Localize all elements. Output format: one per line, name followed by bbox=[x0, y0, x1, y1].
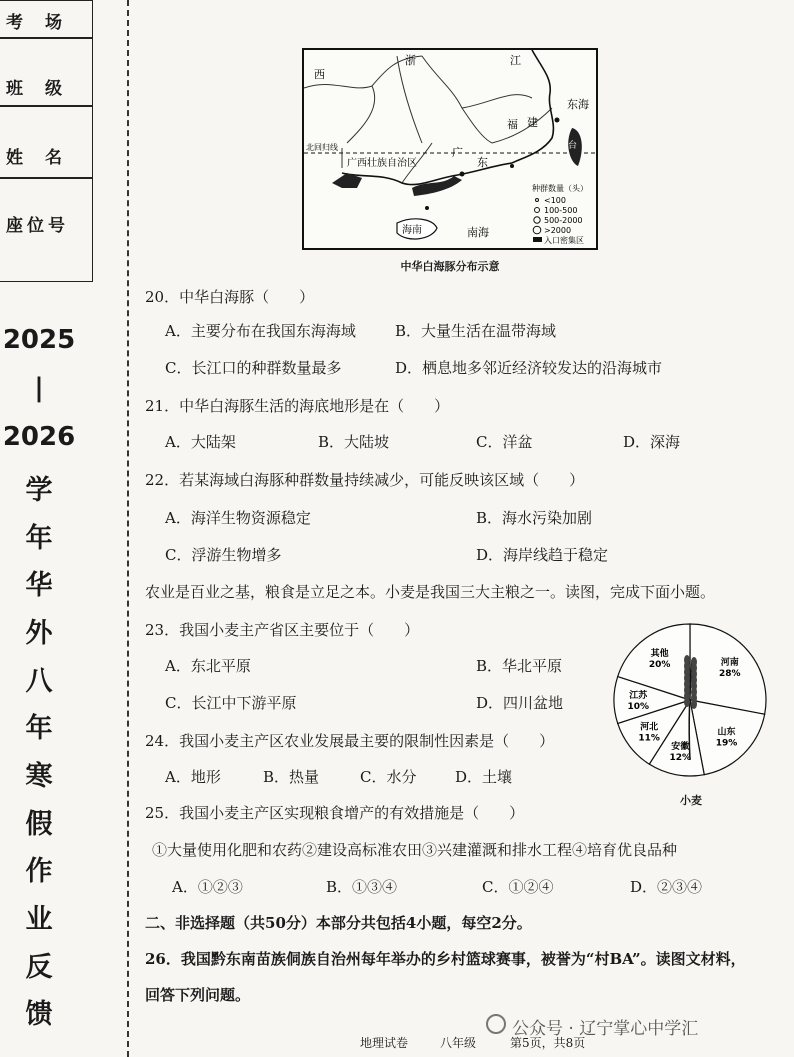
map-label-fujian2: 建 bbox=[527, 116, 538, 129]
map-label-donghai: 东海 bbox=[567, 98, 589, 111]
q23-option-a: A．东北平原 bbox=[165, 657, 251, 675]
q25-stem: 25．我国小麦主产区实现粮食增产的有效措施是（ ） bbox=[145, 804, 525, 822]
q26-line2: 回答下列问题。 bbox=[145, 986, 251, 1004]
binding-dash-line bbox=[127, 0, 129, 1057]
pie-value-0: 28% bbox=[719, 669, 741, 680]
vertical-title-char: 年 bbox=[25, 713, 53, 745]
q22-option-b: B．海水污染加剧 bbox=[476, 509, 593, 527]
q20-option-d: D．栖息地多邻近经济较发达的沿海城市 bbox=[395, 359, 663, 377]
pie-value-5: 20% bbox=[648, 660, 671, 671]
pie-value-1: 19% bbox=[715, 738, 738, 749]
section-two-heading: 二、非选择题（共50分）本部分共包括4小题，每空2分。 bbox=[145, 914, 532, 932]
q23-option-c: C．长江中下游平原 bbox=[165, 694, 297, 712]
q26-line1: 26．我国黔东南苗族侗族自治州每年举办的乡村篮球赛事，被誉为“村BA”。读图文材料， bbox=[145, 950, 746, 968]
q25-statements: ①大量使用化肥和农药②建设高标准农田③兴建灌溉和排水工程④培育优良品种 bbox=[152, 841, 678, 859]
wheat-intro: 农业是百业之基，粮食是立足之本。小麦是我国三大主粮之一。读图，完成下面小题。 bbox=[145, 583, 716, 601]
vertical-title-char: 业 bbox=[25, 904, 53, 935]
vertical-title-char: 作 bbox=[25, 856, 53, 888]
field-label-seat: 座位号 bbox=[6, 216, 69, 236]
year-separator: | bbox=[34, 373, 44, 403]
q20-option-c: C．长江口的种群数量最多 bbox=[165, 359, 342, 377]
legend-item: 入口密集区 bbox=[544, 236, 584, 245]
map-label-guangdong2: 东 bbox=[477, 156, 488, 169]
map-label-fujian1: 福 bbox=[507, 118, 518, 131]
legend-item: >2000 bbox=[544, 226, 572, 235]
map-label-nanhai: 南海 bbox=[467, 226, 489, 239]
q21-option-a: A．大陆架 bbox=[165, 433, 236, 451]
legend-title: 种群数量（头） bbox=[532, 184, 588, 193]
map-label-taiwan: 台 bbox=[568, 141, 578, 151]
q23-option-b: B．华北平原 bbox=[476, 657, 563, 675]
q22-option-d: D．海岸线趋于稳定 bbox=[476, 546, 609, 564]
q22-option-c: C．浮游生物增多 bbox=[165, 546, 282, 564]
q25-option-d: D．②③④ bbox=[630, 878, 703, 896]
pie-label-5: 其他 bbox=[650, 649, 669, 660]
pie-title: 小麦 bbox=[680, 794, 702, 807]
pie-label-0: 河南 bbox=[720, 658, 739, 669]
pie-value-3: 11% bbox=[638, 733, 660, 744]
pie-label-2: 安徽 bbox=[671, 741, 690, 752]
vertical-title-char: 华 bbox=[25, 570, 53, 602]
wechat-icon bbox=[486, 1014, 506, 1034]
q21-option-c: C．洋盆 bbox=[476, 433, 533, 451]
vertical-title-char: 假 bbox=[25, 808, 53, 840]
q24-option-d: D．土壤 bbox=[455, 768, 513, 786]
pie-value-4: 10% bbox=[627, 702, 650, 712]
q22-option-a: A．海洋生物资源稳定 bbox=[165, 509, 311, 527]
q25-option-c: C．①②④ bbox=[482, 878, 554, 896]
q24-stem: 24．我国小麦主产区农业发展最主要的限制性因素是（ ） bbox=[145, 732, 555, 750]
q22-stem: 22．若某海域白海豚种群数量持续减少，可能反映该区域（ ） bbox=[145, 471, 585, 489]
q24-option-b: B．热量 bbox=[263, 768, 320, 786]
map-label-guangdong: 广 bbox=[452, 146, 463, 159]
q23-stem: 23．我国小麦主产省区主要位于（ ） bbox=[145, 621, 420, 639]
q21-option-b: B．大陆坡 bbox=[318, 433, 390, 451]
wheat-pie-chart bbox=[606, 614, 788, 810]
vertical-title-char: 学 bbox=[25, 475, 53, 506]
vertical-title-char: 反 bbox=[25, 951, 53, 983]
year-end: 2026 bbox=[2, 422, 76, 452]
legend-item: <100 bbox=[544, 196, 566, 205]
dolphin-distribution-map bbox=[302, 48, 598, 250]
vertical-title-char: 馈 bbox=[25, 999, 53, 1031]
q24-option-a: A．地形 bbox=[165, 768, 221, 786]
map-label-guangxi: 广西壮族自治区 bbox=[347, 158, 417, 169]
map-label-zhe: 浙 bbox=[405, 54, 416, 67]
q20-option-b: B．大量生活在温带海域 bbox=[395, 322, 557, 340]
pie-label-3: 河北 bbox=[640, 722, 659, 733]
q21-stem: 21．中华白海豚生活的海底地形是在（ ） bbox=[145, 397, 450, 415]
legend-item: 500-2000 bbox=[544, 216, 583, 225]
vertical-title-char: 外 bbox=[25, 618, 53, 649]
vertical-title-char: 年 bbox=[25, 522, 53, 554]
watermark: 公众号 · 辽宁掌心中学汇 bbox=[512, 1019, 699, 1039]
q25-option-a: A．①②③ bbox=[172, 878, 243, 896]
q20-option-a: A．主要分布在我国东海海域 bbox=[165, 322, 356, 340]
map-caption: 中华白海豚分布示意 bbox=[400, 260, 500, 273]
field-label-class: 班级 bbox=[6, 79, 84, 99]
map-label-tropic: 北回归线 bbox=[306, 143, 338, 152]
map-label-hainan: 海南 bbox=[402, 225, 422, 236]
footer-page: 第5页，共8页 bbox=[510, 1036, 586, 1050]
map-label-jiang: 江 bbox=[510, 54, 521, 67]
vertical-title-char: 八 bbox=[25, 665, 53, 697]
q24-option-c: C．水分 bbox=[360, 768, 417, 786]
legend-item: 100-500 bbox=[544, 206, 578, 215]
field-label-name: 姓名 bbox=[6, 148, 84, 168]
q23-option-d: D．四川盆地 bbox=[476, 694, 564, 712]
map-label-xi: 西 bbox=[314, 68, 325, 81]
footer-grade: 八年级 bbox=[440, 1036, 477, 1050]
footer-subject: 地理试卷 bbox=[360, 1036, 409, 1050]
year-start: 2025 bbox=[2, 325, 76, 355]
field-label-exam-room: 考场 bbox=[6, 13, 84, 33]
vertical-title-char: 寒 bbox=[25, 761, 53, 792]
pie-label-4: 江苏 bbox=[629, 691, 648, 701]
q25-option-b: B．①③④ bbox=[326, 878, 398, 896]
q21-option-d: D．深海 bbox=[623, 433, 681, 451]
pie-value-2: 12% bbox=[669, 752, 692, 763]
q20-stem: 20．中华白海豚（ ） bbox=[145, 288, 315, 306]
pie-label-1: 山东 bbox=[717, 727, 736, 738]
